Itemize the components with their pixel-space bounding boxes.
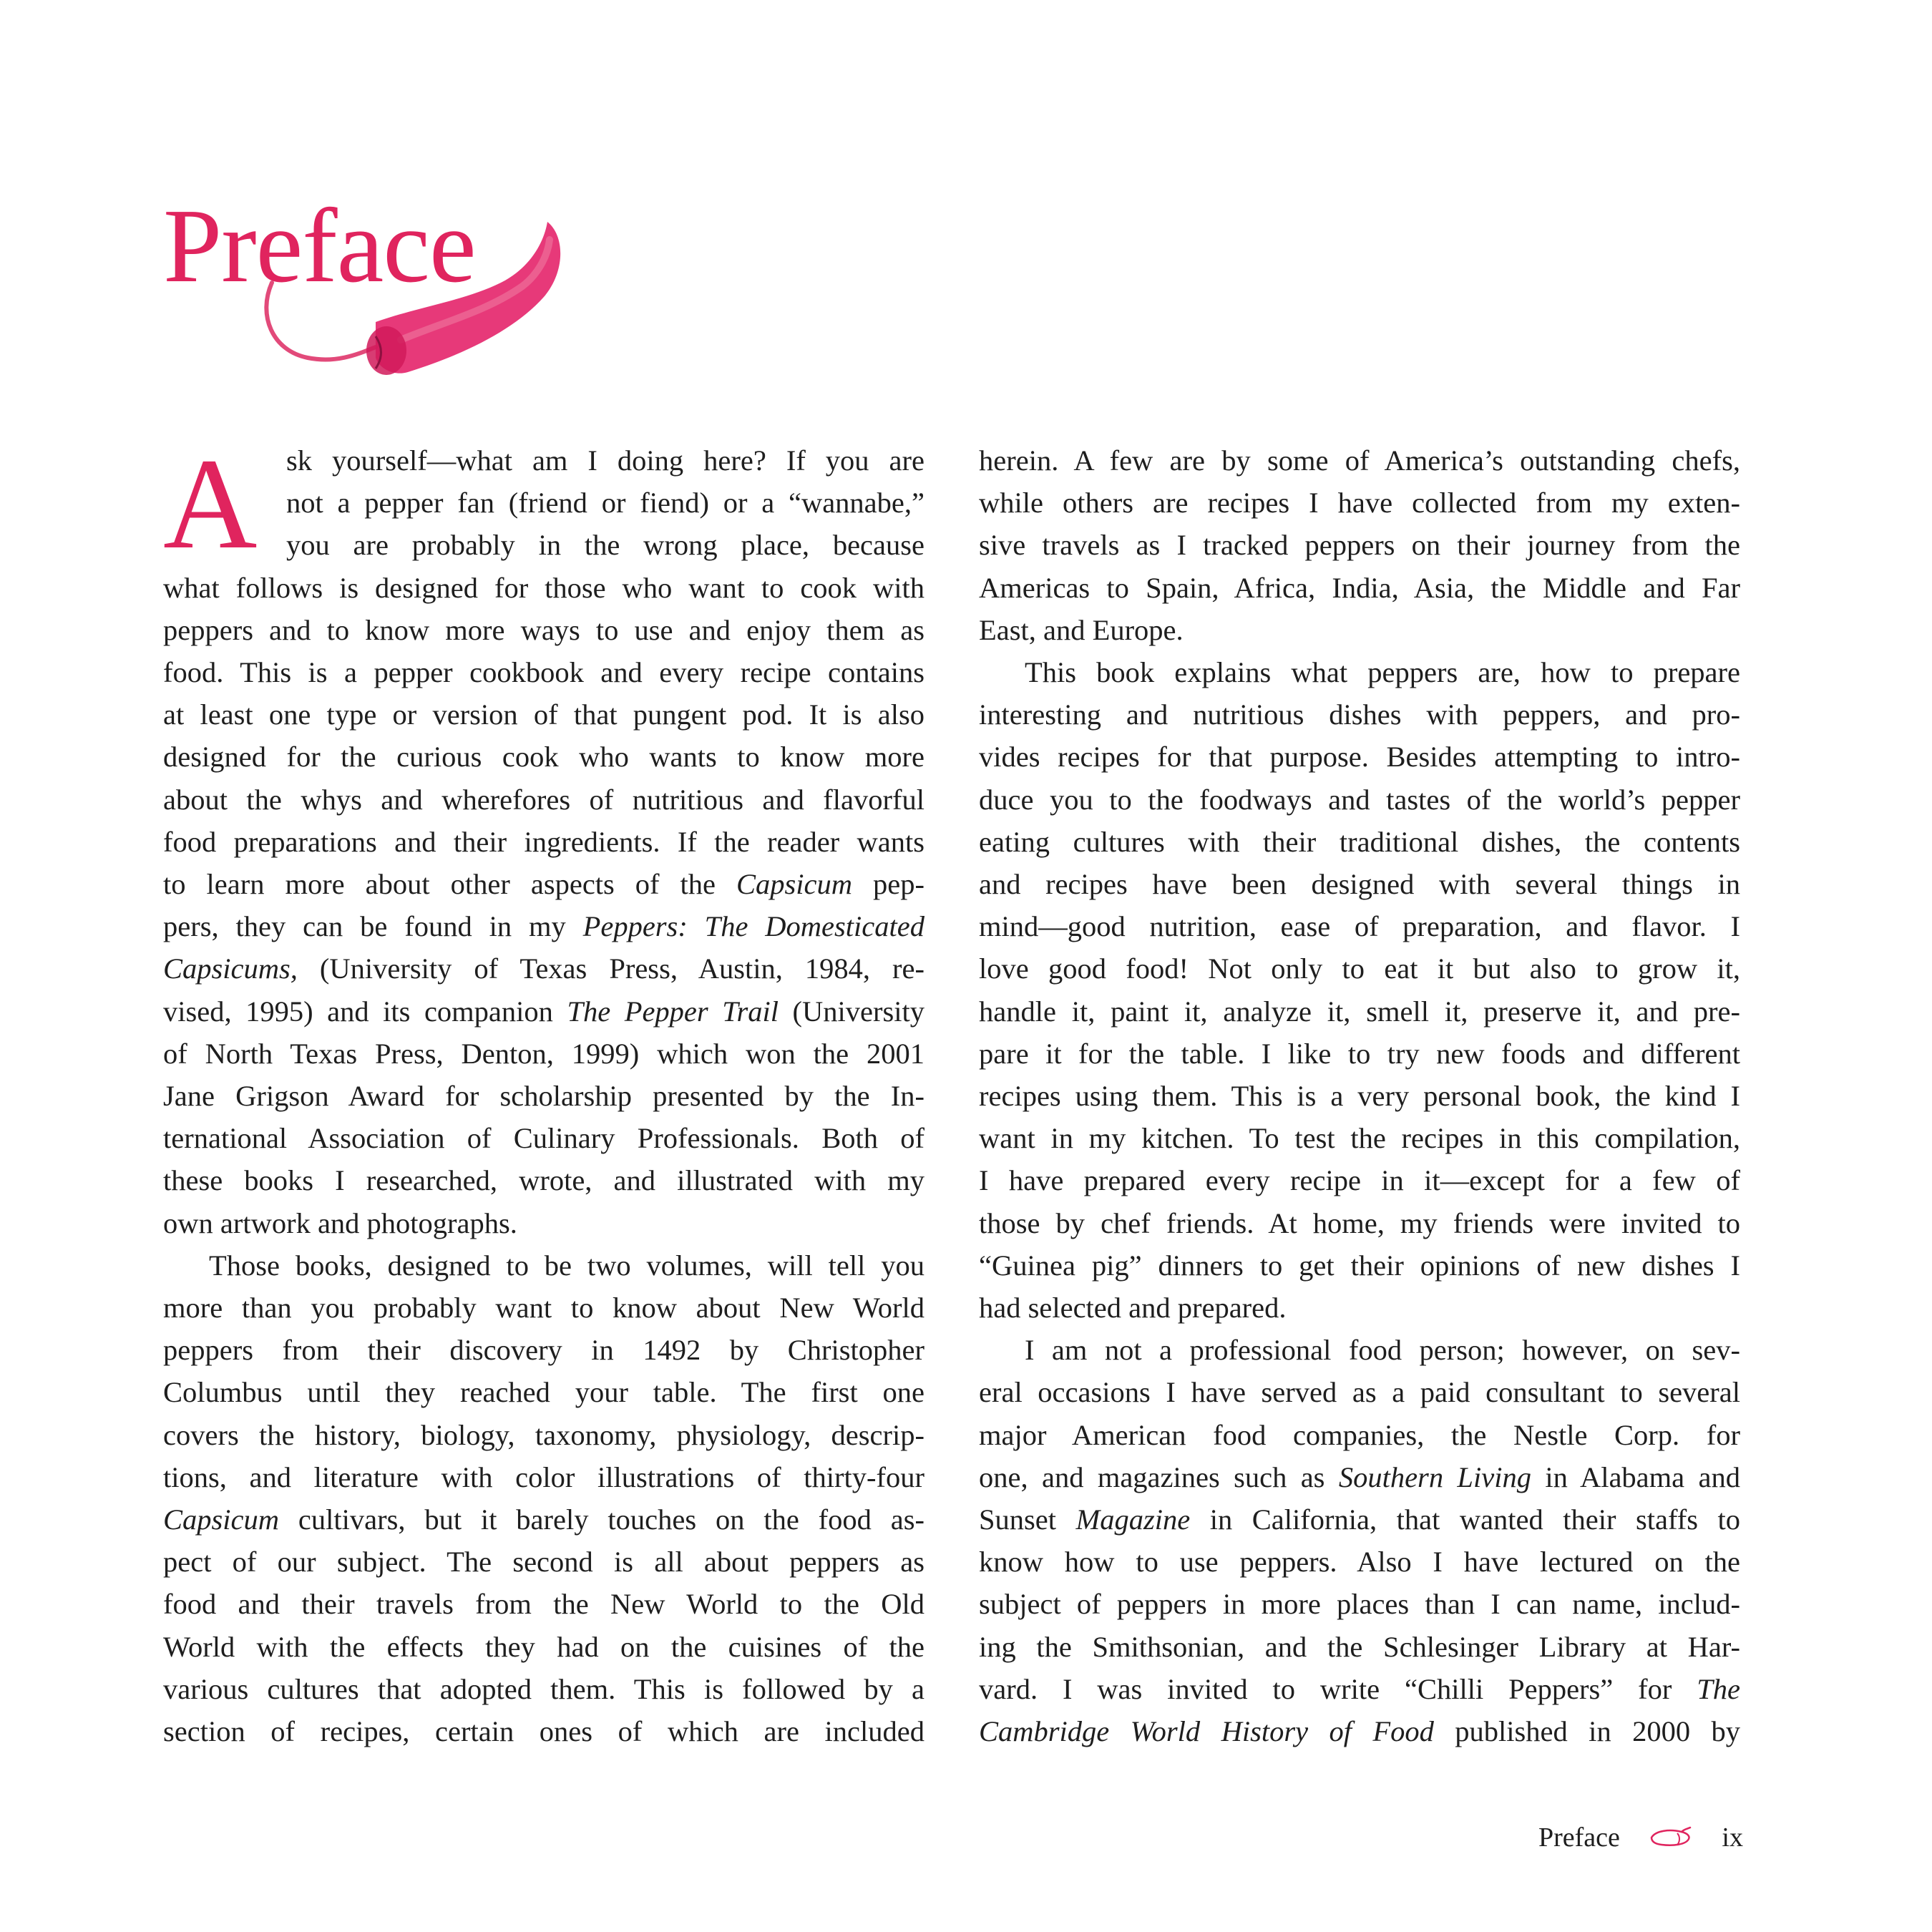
italic-title: Peppers: The Domesticated — [582, 910, 924, 943]
text-line — [163, 905, 924, 947]
page-number: ix — [1722, 1823, 1743, 1853]
text-run: vard. I was invited to write “Chilli Peppers” for — [979, 1672, 1697, 1705]
text-line — [979, 1668, 1740, 1710]
text-line — [979, 947, 1740, 990]
text-run: in California, that wanted their staffs to — [1190, 1503, 1741, 1536]
text-line — [979, 990, 1740, 1033]
text-run: pep- — [852, 868, 924, 901]
text-line — [163, 1498, 924, 1541]
text-line — [979, 439, 1740, 482]
text-run: Americas to Spain, Africa, India, Asia, the Middle and Far — [979, 571, 1740, 604]
text-line — [163, 1668, 924, 1710]
text-run: these books I researched, wrote, and illustrated with my — [163, 1164, 924, 1197]
text-line — [979, 1159, 1740, 1201]
text-run: at least one type or version of that pungent pod. It is also — [163, 698, 924, 731]
text-line — [163, 736, 924, 778]
italic-title: Magazine — [1075, 1503, 1191, 1536]
text-run: want in my kitchen. To test the recipes in this compilation, — [979, 1122, 1740, 1155]
text-line — [979, 524, 1740, 566]
text-line — [163, 1329, 924, 1371]
text-run: about the whys and wherefores of nutritious and flavorful — [163, 783, 924, 816]
text-line — [979, 1371, 1740, 1413]
text-run: I am not a professional food person; however, on sev- — [1025, 1334, 1740, 1367]
text-run: you are probably in the wrong place, because — [286, 529, 924, 562]
text-run: love good food! Not only to eat it but also to grow it, — [979, 952, 1740, 985]
text-line — [979, 693, 1740, 736]
text-line — [163, 439, 924, 482]
text-run: one, and magazines such as — [979, 1460, 1339, 1493]
italic-title: The Pepper Trail — [567, 995, 779, 1028]
text-line — [979, 1710, 1740, 1752]
text-line — [163, 779, 924, 821]
text-run: designed for the curious cook who wants to know more — [163, 741, 924, 774]
text-line — [163, 1202, 924, 1244]
text-run: East, and Europe. — [979, 613, 1184, 646]
text-line — [979, 1117, 1740, 1159]
text-run: Sunset — [979, 1503, 1076, 1536]
text-line — [979, 1075, 1740, 1117]
left-column — [163, 432, 924, 1752]
text-run: in Alabama and — [1531, 1460, 1740, 1493]
text-line — [163, 1075, 924, 1117]
text-run: eral occasions I have served as a paid consultant to several — [979, 1376, 1740, 1409]
running-footer-title: Preface — [1538, 1823, 1620, 1853]
text-run: herein. A few are by some of America’s outstanding chefs, — [979, 444, 1740, 477]
text-run: food preparations and their ingredients. If the reader wants — [163, 825, 924, 858]
text-line — [163, 482, 924, 524]
text-line — [163, 1117, 924, 1159]
text-run: tions, and literature with color illustrations of thirty-four — [163, 1460, 924, 1493]
body-text-right — [979, 439, 1740, 1752]
text-run: of North Texas Press, Denton, 1999) which won the 2001 — [163, 1037, 924, 1070]
text-run: This book explains what peppers are, how to prepare — [1025, 656, 1740, 689]
text-line — [979, 1202, 1740, 1244]
text-run: to learn more about other aspects of the — [163, 868, 737, 901]
text-line — [163, 1159, 924, 1201]
text-run: I have prepared every recipe in it—except for a few of — [979, 1164, 1740, 1197]
text-run: and recipes have been designed with several things in — [979, 868, 1740, 901]
text-line — [979, 1244, 1740, 1287]
text-line — [979, 1498, 1740, 1541]
text-run: recipes using them. This is a very personal book, the kind I — [979, 1080, 1740, 1113]
text-line — [163, 1710, 924, 1752]
text-run: (University of Texas Press, Austin, 1984, re- — [297, 952, 924, 985]
text-line — [979, 1626, 1740, 1668]
text-run: vides recipes for that purpose. Besides attempting to intro- — [979, 741, 1740, 774]
italic-title: Capsicum — [736, 868, 853, 901]
text-line — [979, 736, 1740, 778]
text-line — [979, 1414, 1740, 1456]
text-run: ternational Association of Culinary Professionals. Both of — [163, 1122, 924, 1155]
text-run: own artwork and photographs. — [163, 1206, 517, 1239]
text-run: Those books, designed to be two volumes, will tell you — [209, 1249, 924, 1282]
text-run: those by chef friends. At home, my friends were invited to — [979, 1206, 1740, 1239]
text-line — [163, 1456, 924, 1498]
text-run: various cultures that adopted them. This is followed by a — [163, 1672, 924, 1705]
text-run: pect of our subject. The second is all about peppers as — [163, 1546, 924, 1579]
text-line — [163, 651, 924, 693]
pepper-icon — [1649, 1826, 1693, 1849]
page-title: Preface — [163, 187, 476, 305]
italic-title: The — [1697, 1672, 1740, 1705]
page-footer — [1538, 1822, 1743, 1853]
text-line — [163, 1033, 924, 1075]
text-line — [979, 1329, 1740, 1371]
text-line — [163, 1541, 924, 1583]
text-run: know how to use peppers. Also I have lectured on the — [979, 1546, 1740, 1579]
text-line — [979, 1583, 1740, 1625]
text-run: eating cultures with their traditional dishes, the contents — [979, 825, 1740, 858]
text-run: food and their travels from the New World to the Old — [163, 1588, 924, 1621]
text-line — [979, 1033, 1740, 1075]
text-line — [163, 567, 924, 609]
text-run: Columbus until they reached your table. The first one — [163, 1376, 924, 1409]
body-text-left — [163, 432, 924, 1752]
text-line — [979, 567, 1740, 609]
text-run: not a pepper fan (friend or fiend) or a “wannabe,” — [286, 487, 924, 519]
text-run: duce you to the foodways and tastes of the world’s pepper — [979, 783, 1740, 816]
text-run: pers, they can be found in my — [163, 910, 583, 943]
text-line — [163, 609, 924, 651]
text-run: more than you probably want to know about New World — [163, 1292, 924, 1324]
text-run: World with the effects they had on the cuisines of the — [163, 1630, 924, 1663]
text-run: pare it for the table. I like to try new foods and different — [979, 1037, 1740, 1070]
text-run: major American food companies, the Nestle Corp. for — [979, 1418, 1740, 1451]
text-line — [163, 1244, 924, 1287]
italic-title: Capsicum — [163, 1503, 279, 1536]
text-line — [163, 524, 924, 566]
text-line — [163, 1371, 924, 1413]
text-line — [979, 609, 1740, 651]
text-run: covers the history, biology, taxonomy, physiology, descrip- — [163, 1418, 924, 1451]
text-run: published in 2000 by — [1433, 1715, 1740, 1748]
text-run: peppers and to know more ways to use and enjoy them as — [163, 613, 924, 646]
text-run: (University — [779, 995, 924, 1028]
right-column — [979, 439, 1740, 1752]
text-run: Jane Grigson Award for scholarship presented by the In- — [163, 1080, 924, 1113]
text-run: vised, 1995) and its companion — [163, 995, 567, 1028]
text-line — [163, 1287, 924, 1329]
text-line — [979, 821, 1740, 863]
text-line — [979, 1541, 1740, 1583]
text-line — [979, 651, 1740, 693]
text-line — [979, 779, 1740, 821]
text-line — [979, 1456, 1740, 1498]
text-line — [979, 482, 1740, 524]
text-run: ing the Smithsonian, and the Schlesinger Library at Har- — [979, 1630, 1740, 1663]
text-line — [979, 1287, 1740, 1329]
text-line — [979, 863, 1740, 905]
text-run: while others are recipes I have collected from my exten- — [979, 487, 1740, 519]
text-run: section of recipes, certain ones of which are included — [163, 1715, 924, 1748]
text-line — [163, 990, 924, 1033]
text-line — [163, 821, 924, 863]
italic-title: Southern Living — [1338, 1460, 1531, 1493]
text-line — [163, 1626, 924, 1668]
text-line — [163, 693, 924, 736]
text-run: cultivars, but it barely touches on the food as- — [279, 1503, 924, 1536]
text-run: peppers from their discovery in 1492 by Christopher — [163, 1334, 924, 1367]
drop-cap: A — [163, 432, 258, 576]
italic-title: Capsicums, — [163, 952, 298, 985]
italic-title: Cambridge World History of Food — [979, 1715, 1434, 1748]
chili-pepper-icon — [229, 215, 630, 401]
text-line — [163, 1583, 924, 1625]
text-run: sk yourself—what am I doing here? If you are — [286, 444, 924, 477]
text-line — [163, 863, 924, 905]
text-run: subject of peppers in more places than I can name, includ- — [979, 1588, 1740, 1621]
text-run: interesting and nutritious dishes with peppers, and pro- — [979, 698, 1740, 731]
text-run: sive travels as I tracked peppers on their journey from the — [979, 529, 1740, 562]
text-line — [163, 1414, 924, 1456]
text-run: had selected and prepared. — [979, 1292, 1287, 1324]
text-run: food. This is a pepper cookbook and every recipe contains — [163, 656, 924, 689]
text-run: “Guinea pig” dinners to get their opinions of new dishes I — [979, 1249, 1740, 1282]
text-run: what follows is designed for those who want to cook with — [163, 571, 924, 604]
text-line — [163, 947, 924, 990]
text-line — [979, 905, 1740, 947]
text-run: handle it, paint it, analyze it, smell it, preserve it, and pre- — [979, 995, 1740, 1028]
text-run: mind—good nutrition, ease of preparation, and flavor. I — [979, 910, 1740, 943]
